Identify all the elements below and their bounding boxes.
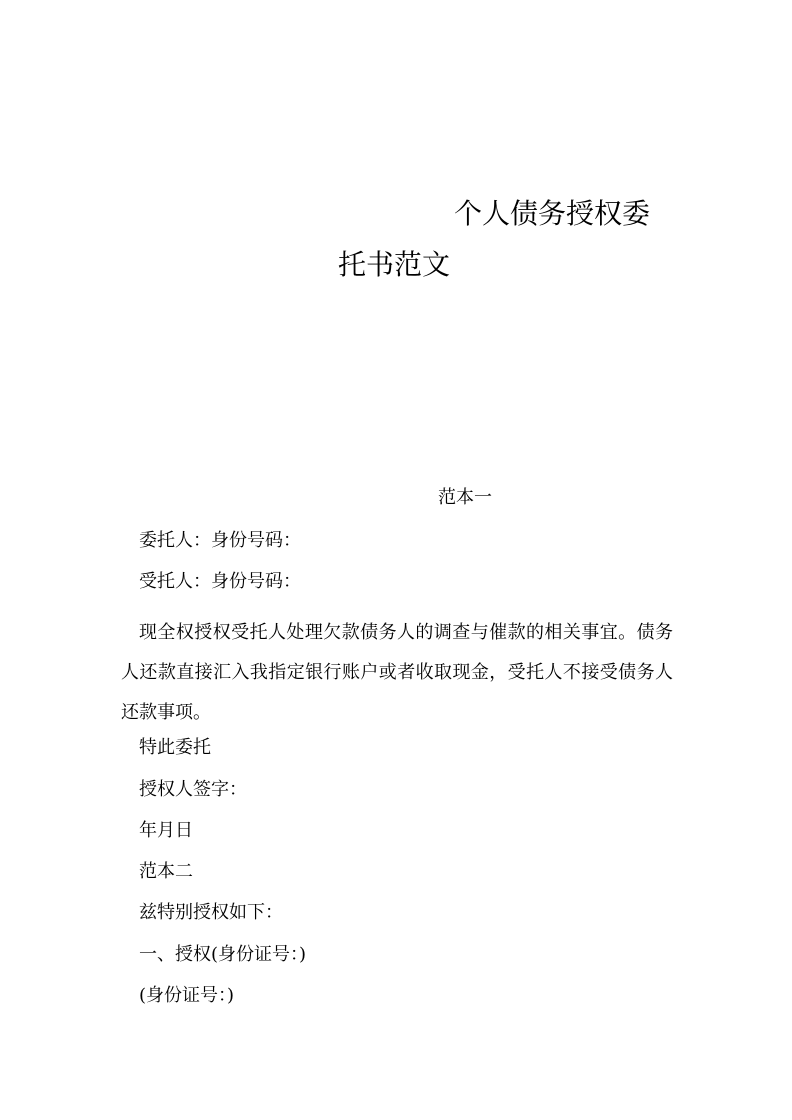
item-1-line: 一、授权(身份证号：) [139, 944, 307, 965]
agent-line: 受托人：身份号码： [139, 571, 301, 592]
sample-2-heading: 范本二 [139, 861, 193, 882]
special-entrust-line: 特此委托 [139, 737, 211, 758]
id-number-line: (身份证号：) [139, 985, 235, 1006]
date-line: 年月日 [139, 820, 193, 841]
document-title-line-1: 个人债务授权委 [454, 197, 651, 230]
hereby-line: 兹特别授权如下： [139, 902, 283, 923]
signature-line: 授权人签字： [139, 779, 247, 800]
document-title-line-2: 托书范文 [338, 248, 451, 281]
body-paragraph: 现全权授权受托人处理欠款债务人的调查与催款的相关事宜。债务人还款直接汇入我指定银行账户或者收取现金，受托人不接受债务人还款事项。 [121, 622, 673, 723]
sample-1-heading: 范本一 [438, 487, 492, 508]
client-line: 委托人：身份号码： [139, 530, 301, 551]
